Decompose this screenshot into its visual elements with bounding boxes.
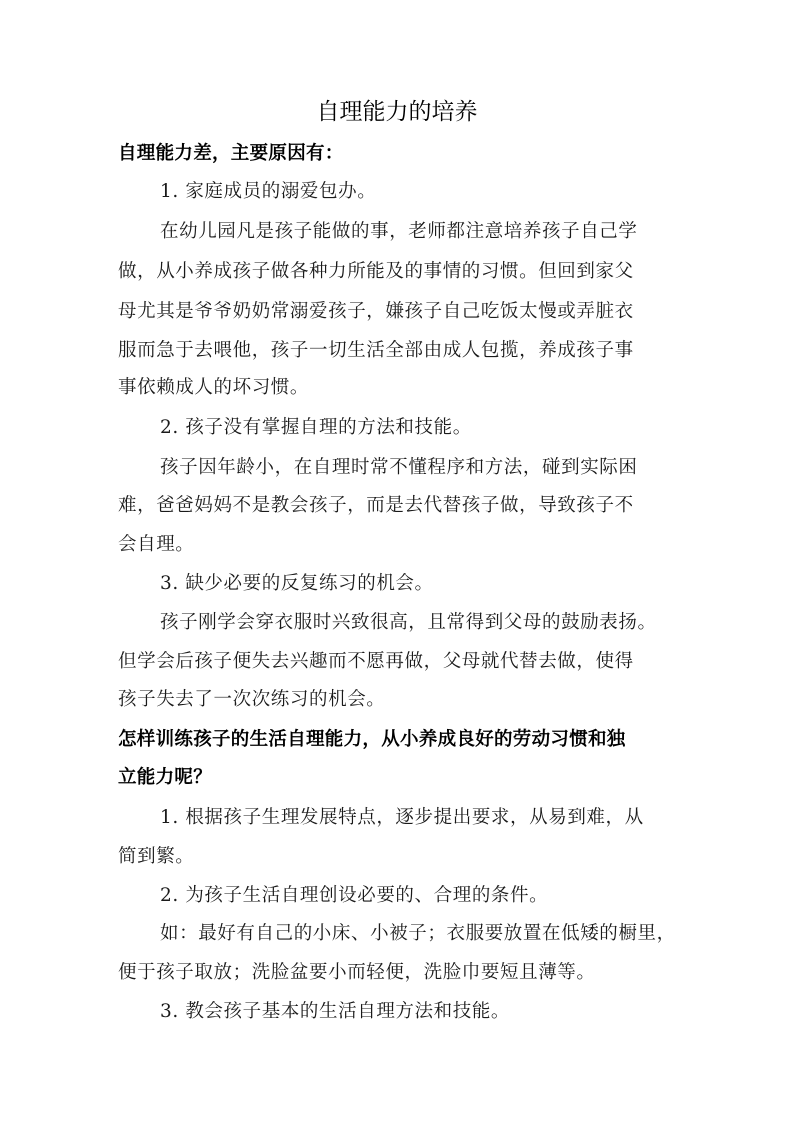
paragraph-line: 难，爸爸妈妈不是教会孩子，而是去代替孩子做，导致孩子不 xyxy=(118,495,634,516)
section-heading-training-cont: 立能力呢？ xyxy=(118,767,213,788)
cause-1-heading: 1. 家庭成员的溺爱包办。 xyxy=(160,181,377,202)
paragraph-line: 母尤其是爷爷奶奶常溺爱孩子，嫌孩子自己吃饭太慢或弄脏衣 xyxy=(118,301,634,322)
paragraph-line: 会自理。 xyxy=(118,534,195,555)
section-heading-causes: 自理能力差，主要原因有： xyxy=(118,143,344,164)
paragraph-line: 事依赖成人的坏习惯。 xyxy=(118,377,310,398)
paragraph-line: 便于孩子取放；洗脸盆要小而轻便，洗脸巾要短且薄等。 xyxy=(118,962,596,983)
cause-3-heading: 3. 缺少必要的反复练习的机会。 xyxy=(160,573,434,594)
method-1: 1. 根据孩子生理发展特点，逐步提出要求，从易到难，从 xyxy=(160,807,644,828)
document-title: 自理能力的培养 xyxy=(316,99,478,125)
section-heading-training: 怎样训练孩子的生活自理能力，从小养成良好的劳动习惯和独 xyxy=(118,729,626,750)
paragraph-line: 孩子刚学会穿衣服时兴致很高，且常得到父母的鼓励表扬。 xyxy=(160,612,657,633)
method-2: 2. 为孩子生活自理创设必要的、合理的条件。 xyxy=(160,885,549,906)
paragraph-line: 做，从小养成孩子做各种力所能及的事情的习惯。但回到家父 xyxy=(118,261,634,282)
cause-2-heading: 2. 孩子没有掌握自理的方法和技能。 xyxy=(160,417,472,438)
paragraph-line: 简到繁。 xyxy=(118,846,195,867)
paragraph-line: 孩子失去了一次次练习的机会。 xyxy=(118,689,386,710)
paragraph-line: 孩子因年龄小，在自理时常不懂程序和方法，碰到实际困 xyxy=(160,457,638,478)
paragraph-line: 如：最好有自己的小床、小被子；衣服要放置在低矮的橱里， xyxy=(160,923,676,944)
paragraph-line: 但学会后孩子便失去兴趣而不愿再做，父母就代替去做，使得 xyxy=(118,651,634,672)
method-3: 3. 教会孩子基本的生活自理方法和技能。 xyxy=(160,1001,511,1022)
paragraph-line: 服而急于去喂他，孩子一切生活全部由成人包揽，养成孩子事 xyxy=(118,340,634,361)
paragraph-line: 在幼儿园凡是孩子能做的事，老师都注意培养孩子自己学 xyxy=(160,221,638,242)
